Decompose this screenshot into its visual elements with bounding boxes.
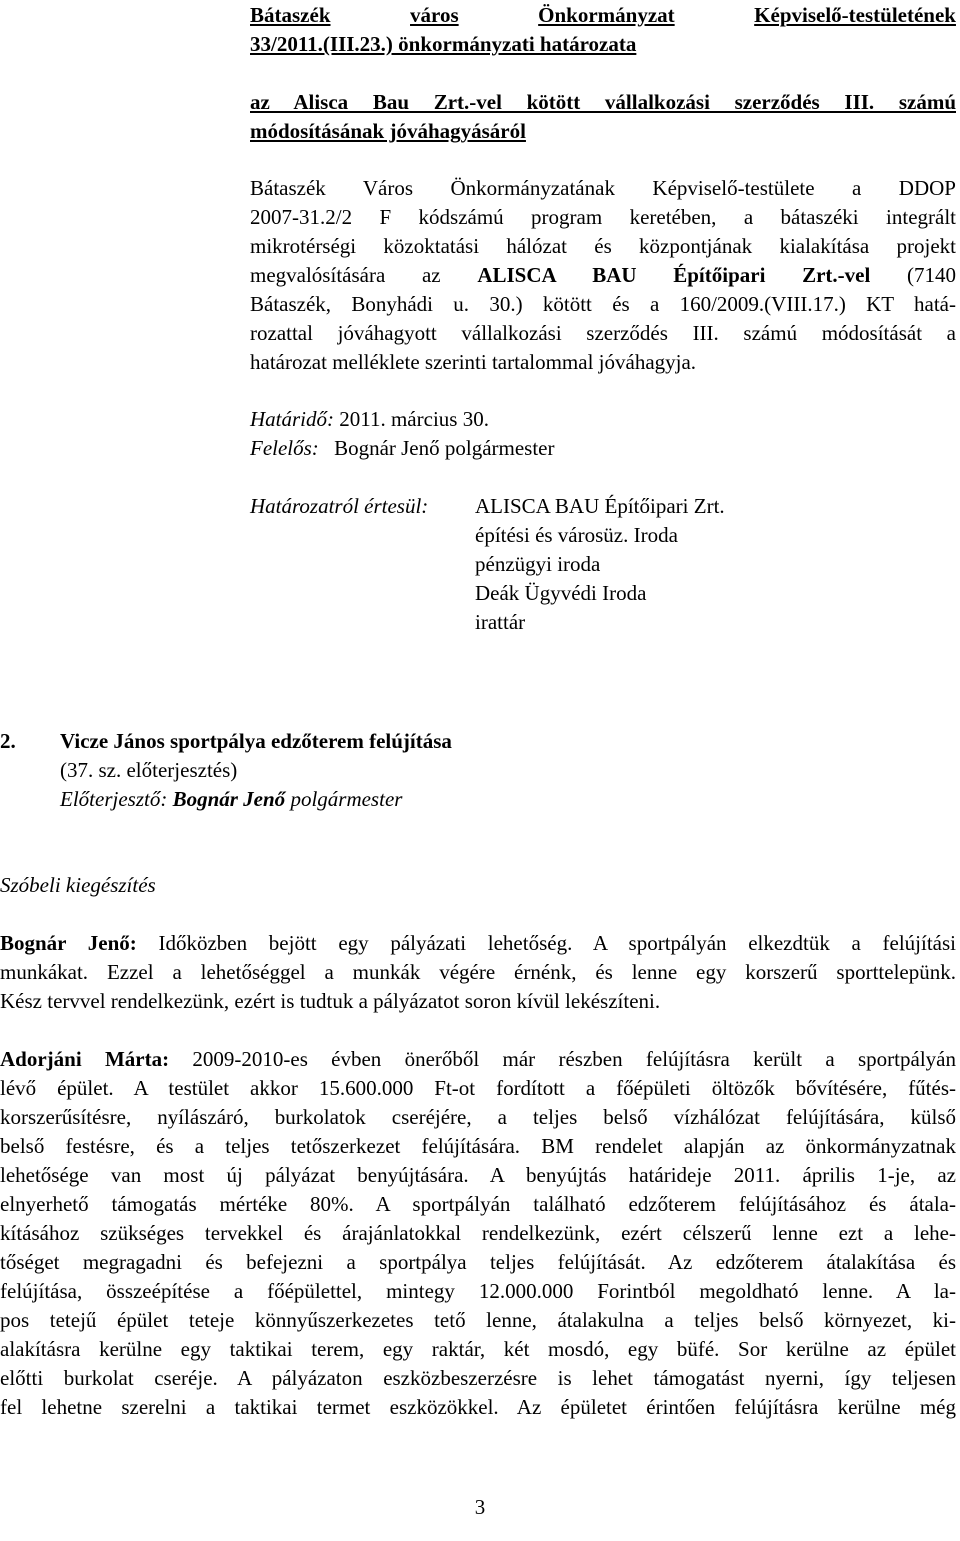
- oral-p2-line: elnyerhető támogatás mértéke 80%. A sportpályán található edzőterem felújításához és átala-: [0, 1192, 956, 1216]
- oral-p2-line: pos tetejű épület teteje könnyűszerkezetes tető lenne, átalakulna a teljes belső környezet, ki-: [0, 1308, 956, 1332]
- title-word: város: [410, 3, 459, 27]
- oral-p2-line: belső festésre, és a teljes tetőszerkezet felújítására. BM rendelet alapján az önkormányzatnak: [0, 1134, 956, 1158]
- resolution-body-line: Bátaszék Város Önkormányzatának Képviselő-testülete a DDOP: [250, 176, 956, 200]
- oral-p2-line: alakításra kerülne egy taktikai terem, egy raktár, két mosdó, egy büfé. Sor kerülne az épület: [0, 1337, 956, 1361]
- resolution-body-line-contractor: megvalósítására az ALISCA BAU Építőipari Zrt.-vel (7140: [250, 263, 957, 287]
- responsible-label: Felelős:: [250, 436, 319, 460]
- deadline-line: [250, 405, 489, 434]
- presenter-label: Előterjesztő:: [60, 787, 168, 811]
- agenda-title: Vicze János sportpálya edzőterem felújítása: [60, 729, 452, 753]
- resolution-body-line: 2007-31.2/2 F kódszámú program keretében, a bátaszéki integrált: [250, 205, 956, 229]
- deadline-value: 2011. március 30.: [339, 407, 489, 431]
- oral-heading: Szóbeli kiegészítés: [0, 873, 156, 897]
- oral-p2-line: lévő épület. A testület akkor 15.600.000 Ft-ot fordított a főépületi öltözők bővítésére, fűtés-: [0, 1076, 956, 1100]
- agenda-presenter: [60, 785, 402, 814]
- page-number: 3: [474, 1495, 486, 1519]
- title-word: Bátaszék: [250, 3, 331, 27]
- oral-p1-line: Kész tervvel rendelkezünk, ezért is tudtuk a pályázatot soron kívül lekészíteni.: [0, 989, 661, 1013]
- responsible-line: [250, 434, 555, 463]
- resolution-body-line: rozattal jóváhagyott vállalkozási szerződés III. számú módosítását a: [250, 321, 956, 345]
- notify-item: építési és városüz. Iroda: [475, 523, 678, 547]
- oral-p2-line: kításához szükséges tervekkel és árajánlatokkal rendelkezünk, ezért célszerű lenne ezt a lehe-: [0, 1221, 956, 1245]
- oral-p2-line: lehetősége van most új pályázat benyújtására. A benyújtás határideje 2011. április 1-je, az: [0, 1163, 956, 1187]
- speaker-name: Adorjáni Márta:: [0, 1047, 170, 1071]
- deadline-label: Határidő:: [250, 407, 334, 431]
- resolution-subject-line-1: az Alisca Bau Zrt.-vel kötött vállalkozási szerződés III. számú: [250, 90, 956, 114]
- oral-p2-line: korszerűsítésre, nyílászáró, burkolatok cseréjére, a teljes belső vízhálózat felújítására, külső: [0, 1105, 956, 1129]
- notify-item: irattár: [475, 610, 526, 634]
- oral-p2-line: Adorjáni Márta: 2009-2010-es évben önerőből már részben felújításra került a sportpályán: [0, 1047, 956, 1071]
- contractor-name: ALISCA BAU Építőipari Zrt.-vel: [477, 263, 871, 287]
- resolution-body-line: Bátaszék, Bonyhádi u. 30.) kötött és a 160/2009.(VIII.17.) KT hatá-: [250, 292, 956, 316]
- title-word: Önkormányzat: [538, 3, 675, 27]
- responsible-value: Bognár Jenő polgármester: [334, 436, 555, 460]
- resolution-title-line-2: 33/2011.(III.23.) önkormányzati határozata: [250, 32, 637, 56]
- resolution-title-line-1: [250, 1, 956, 30]
- oral-p2-line: előtti burkolat cseréje. A pályázaton eszközbeszerzésre is lehet támogatást nyerni, így teljesen: [0, 1366, 956, 1390]
- resolution-body-line: határozat melléklete szerinti tartalommal jóváhagyja.: [250, 350, 697, 374]
- oral-p2-line: felújítása, összeépítése a főépülettel, mintegy 12.000.000 Forintból megoldható lenne. A la-: [0, 1279, 956, 1303]
- speaker-name: Bognár Jenő:: [0, 931, 137, 955]
- oral-p2-line: fel lehetne szerelni a taktikai termet eszközökkel. Az épületet érintően felújításra kerülne még: [0, 1395, 956, 1419]
- oral-p1-line: Bognár Jenő: Időközben bejött egy pályázati lehetőség. A sportpályán elkezdtük a felújítási: [0, 931, 956, 955]
- oral-p1-line: munkákat. Ezzel a lehetőséggel a munkák végére érnénk, és lenne egy korszerű sporttelepünk.: [0, 960, 956, 984]
- notify-item: Deák Ügyvédi Iroda: [475, 581, 647, 605]
- notify-label: Határozatról értesül:: [250, 494, 429, 518]
- resolution-body-line: mikrotérségi közoktatási hálózat és központjának kialakítása projekt: [250, 234, 956, 258]
- oral-p2-line: tőséget megragadni és befejezni a sportpálya teljes felújítását. Az edzőterem átalakítása és: [0, 1250, 956, 1274]
- title-word: Képviselő-testületének: [754, 3, 956, 27]
- resolution-subject-line-2: módosításának jóváhagyásáról: [250, 119, 526, 143]
- agenda-ref: (37. sz. előterjesztés): [60, 758, 238, 782]
- presenter-name: Bognár Jenő: [172, 787, 286, 811]
- notify-item: pénzügyi iroda: [475, 552, 601, 576]
- agenda-number: 2.: [0, 729, 16, 753]
- notify-item: ALISCA BAU Építőipari Zrt.: [475, 494, 725, 518]
- agenda-heading: [0, 727, 452, 756]
- presenter-role: polgármester: [285, 787, 403, 811]
